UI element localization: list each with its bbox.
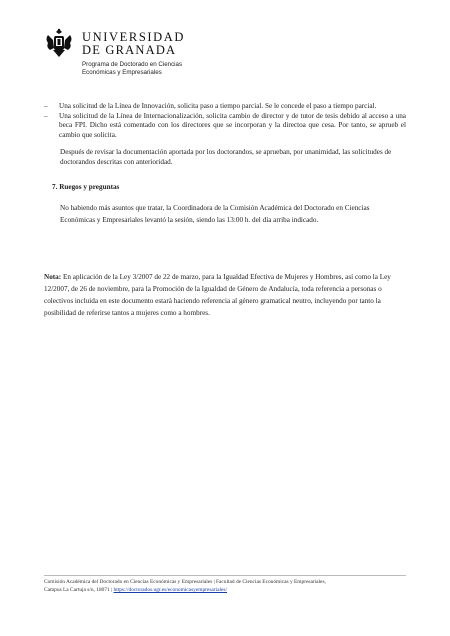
program-name <box>82 61 182 77</box>
list-item <box>44 112 406 141</box>
footer-divider <box>44 575 406 576</box>
footer-link[interactable]: https://doctorados.ugr.es/economicasyempresariales/ <box>113 587 227 593</box>
footer-line1: Comisión Académica del Doctorado en Ciencias Económicas y Empresariales | Facultad de Ciencias Económicas y Empresariales, <box>44 579 326 585</box>
program-name-line1: Programa de Doctorado en Ciencias <box>82 61 183 68</box>
closing-paragraph: No habiendo más asuntos que tratar, la Coordinadora de la Comisión Académica del Doctorado en Ciencias Económicas y Empresariales levantó la sesión, siendo las 13:00 h. del día arriba indicado. <box>60 204 370 225</box>
program-name-line2: Económicas y Empresariales <box>82 69 162 77</box>
section-title-ruegos: 7. Ruegos y preguntas <box>52 182 120 191</box>
note-text: En aplicación de la Ley 3/2007 de 22 de marzo, para la Igualdad Efectiva de Mujeres y Hombres, así como la Ley 12/2007, de 26 de noviembre, para la Promoción de la Igualdad de Género de Andalucía, toda referencia a personas o colectivos incluida en este documento estará haciendo referencia al género gramatical neutro, incluyendo por tanto la posibilidad de referirse tantos a mujeres como a hombres. <box>44 273 391 317</box>
note-paragraph <box>44 271 406 319</box>
list-item <box>44 102 406 112</box>
list-item-text: Una solicitud de la Línea de Innovación, solicita paso a tiempo parcial. Se le concede el paso a tiempo parcial. <box>59 102 377 110</box>
request-list <box>44 102 406 140</box>
list-item-text: Una solicitud de la Línea de Internacionalización, solicita cambio de director y de tutor de tesis debido al acceso a una beca FPI. Dicho está comentado con los directores que se incorporan y la directoa que cesa. Por tanto, se aprueb el cambio que solicita. <box>59 111 406 139</box>
university-name-line1: UNIVERSIDAD <box>82 30 186 44</box>
bullet-dash: – <box>44 102 48 110</box>
note-label: Nota: <box>44 273 62 281</box>
approval-paragraph: Después de revisar la documentación aportada por los doctorandos, se aprueban, por unanimidad, las solicitudes de doctorandos descritas con anterioridad. <box>60 148 392 166</box>
page-footer <box>44 578 414 594</box>
footer-line2 <box>44 586 414 594</box>
document-body <box>44 102 406 226</box>
page-header <box>44 26 344 86</box>
bullet-dash: – <box>44 111 48 120</box>
footer-address: Campus La Cartuja s/n, 18071 | <box>44 587 114 593</box>
university-name-line2: DE GRANADA <box>82 43 177 57</box>
university-crest-icon <box>44 26 74 60</box>
